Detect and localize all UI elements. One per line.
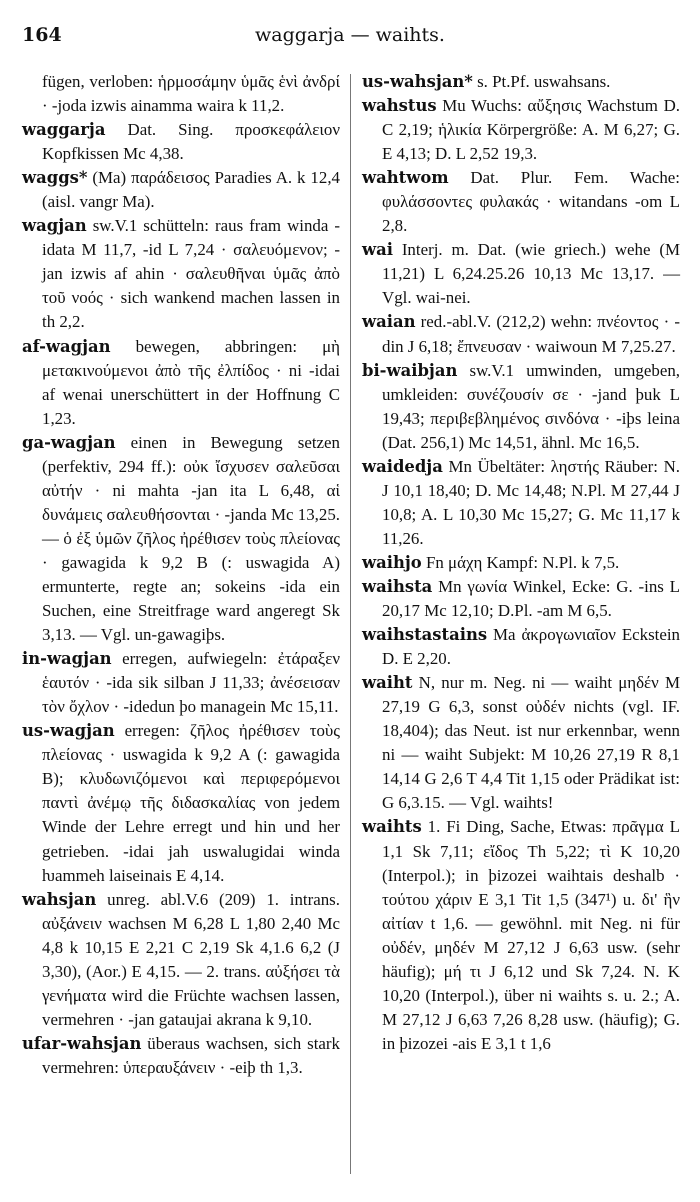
dictionary-entry	[22, 719, 340, 887]
entry-text: Dat. Plur. Fem. Wache: φυλάσσοντες φυλακάς · witandans -om L 2,8.	[382, 168, 680, 236]
entry-headword: wagjan	[22, 216, 87, 236]
entry-headword: waihsta	[362, 576, 433, 596]
entry-headword: wahsjan	[22, 889, 97, 909]
entry-headword: bi-waibjan	[362, 360, 458, 380]
running-head: waggarja — waihts.	[255, 24, 445, 46]
column-divider	[350, 74, 351, 1174]
dictionary-entry	[22, 214, 340, 334]
entry-text: sw.V.1 umwinden, umgeben, umkleiden: συνέζουσίν σε · -jand þuk L 19,43; περιβεβλημένος σινδόνα · -iþs leina (Dat. 256,1) Mc 14,51, ähnl. Mc 16,5.	[382, 360, 680, 452]
dictionary-entry	[362, 70, 680, 94]
entry-headword: ufar-wahsjan	[22, 1033, 142, 1053]
entry-text: fügen, verloben: ἡρμοσάμην ὑμᾶς ἑνὶ ἀνδρί · -joda izwis ainamma waira k 11,2.	[42, 72, 340, 116]
entry-text: sw.V.1 schütteln: raus fram winda -idata M 11,7, -id L 7,24 · σαλευόμενον; -jan izwis af ahin · σαλευθῆναι ὑμᾶς ἀπὸ τοῦ νοός · sich wankend machen lassen in th 2,2.	[42, 216, 340, 332]
entry-text: Ma ἀκρογωνιαῖον Eckstein D. E 2,20.	[382, 625, 680, 669]
entry-headword: waihstastains	[362, 625, 488, 645]
dictionary-entry	[362, 551, 680, 575]
dictionary-entry	[362, 815, 680, 1055]
dictionary-entry	[362, 166, 680, 238]
entry-headword: ga-wagjan	[22, 432, 116, 452]
entry-headword: waiht	[362, 673, 413, 693]
dictionary-entry	[22, 888, 340, 1032]
dictionary-entry	[22, 335, 340, 431]
entry-text: erregen, aufwiegeln: ἐτάραξεν ἑαυτόν · -ida sik silban J 11,33; ἀνέσεισαν τὸν ὄχλον · -idedun þo managein Mc 15,11.	[42, 649, 340, 717]
entry-headword: waihts	[362, 817, 422, 837]
entry-text: unreg. abl.V.6 (209) 1. intrans. αὐξάνειν wachsen M 6,28 L 1,80 2,40 Mc 4,8 k 10,15 E 2,21 C 2,19 Sk 4,1.6 6,2 (J 3,30), (Aor.) E 4,15. — 2. trans. αὐξήσει τὰ γενήματα wird die Früchte wachsen lassen, vermehren · -jan gataujai akrana k 9,10.	[42, 889, 340, 1029]
entry-text: Mn Übeltäter: ληστής Räuber: N. J 10,1 18,40; D. Mc 14,48; N.Pl. M 27,44 J 10,8; A. L 10,30 Mc 15,27; G. Mc 11,17 k 11,26.	[382, 456, 680, 548]
dictionary-entry	[22, 70, 340, 118]
dictionary-entry	[362, 623, 680, 671]
dictionary-entry	[362, 359, 680, 455]
entry-headword: wai	[362, 240, 393, 260]
entry-headword: in-wagjan	[22, 649, 112, 669]
page-number: 164	[22, 24, 62, 46]
entry-headword: us-wagjan	[22, 721, 115, 741]
dictionary-entry	[362, 455, 680, 551]
entry-text: erregen: ζῆλος ἠρέθισεν τοὺς πλείονας · uswagida k 9,2 A (: gawagida B); κλυδωνιζόμενοι καὶ περιφερόμενοι παντὶ ἀνέμῳ τῆς διδασκαλίας von jedem Winde der Lehre erregt und hin und her getrieben. -idai jah uswalugidai winda ƕammeh laiseinais E 4,14.	[42, 721, 340, 885]
entry-text: N, nur m. Neg. ni — waiht μηδέν M 27,19 G 6,3, sonst οὐδέν nichts (vgl. IF. 18,404); das Neut. ist nur erkennbar, wenn ni — waiht Subjekt: M 10,26 27,19 R 8,1 14,14 G 2,6 T 4,4 Tit 1,15 oder Prädikat ist: G 6,3.15. — Vgl. waihts!	[382, 673, 680, 813]
dictionary-entry	[22, 118, 340, 166]
entry-text: überaus wachsen, sich stark vermehren: ὑπεραυξάνειν · -eiþ th 1,3.	[42, 1033, 340, 1077]
entry-text: Interj. m. Dat. (wie griech.) wehe (M 11,21) L 6,24.25.26 10,13 Mc 13,17. — Vgl. wai-nei.	[382, 240, 680, 308]
entry-text: (Ma) παράδεισος Paradies A. k 12,4 (aisl. vangr Ma).	[42, 168, 340, 212]
entry-text: 1. Fi Ding, Sache, Etwas: πρᾶγμα L 1,1 Sk 7,11; εἴδος Th 5,22; τὶ K 10,20 (Interpol.); in þizozei waihtais deshalb · τούτου χάριν E 3,1 Tit 1,5 (347¹) u. δι' ἣν αἰτίαν t 1,6. — gewöhnl. mit Neg. ni für οὐδέν, μηδέν M 27,12 J 6,63 usw. (sehr häufig); μή τι J 6,12 und Sk 7,24. N. K 10,20 (Interpol.), über ni waihts s. u. 2.; A. M 27,12 J 6,63 7,26 8,28 usw. (häufig); G. in þizozei -ais E 3,1 t 1,6	[382, 817, 680, 1053]
dictionary-entry	[362, 575, 680, 623]
entry-text: s. Pt.Pf. uswahsans.	[477, 72, 611, 91]
entry-text: bewegen, abbringen: μὴ μετακινούμενοι ἀπὸ τῆς ἐλπίδος · ni -idai af wenai unerschüttert in der Hoffnung C 1,23.	[42, 336, 340, 428]
entry-headword: wahstus	[362, 96, 437, 116]
dictionary-entry	[362, 94, 680, 166]
entry-text: Mu Wuchs: αὔξησις Wachstum D. C 2,19; ἡλικία Körpergröße: A. M 6,27; G. E 4,13; D. L 2,52 19,3.	[382, 96, 680, 164]
dictionary-entry	[22, 1032, 340, 1080]
entry-headword: waggarja	[22, 120, 106, 140]
entry-headword: waihjo	[362, 552, 422, 572]
entry-headword: wahtwom	[362, 168, 449, 188]
entry-text: Dat. Sing. προσκεφάλειον Kopfkissen Mc 4,38.	[42, 120, 340, 164]
dictionary-entry	[362, 671, 680, 815]
page-header	[22, 18, 678, 48]
entry-text: Fn μάχη Kampf: N.Pl. k 7,5.	[425, 552, 620, 572]
dictionary-entry	[362, 238, 680, 310]
entry-text: red.-abl.V. (212,2) wehn: πνέοντος · -din J 6,18; ἔπνευσαν · waiwoun M 7,25.27.	[382, 312, 680, 356]
dictionary-entry	[22, 431, 340, 647]
dictionary-entry	[22, 647, 340, 719]
entry-headword: waian	[362, 312, 416, 332]
entry-headword: af-wagjan	[22, 336, 111, 356]
left-column	[22, 70, 340, 1202]
dictionary-entry	[22, 166, 340, 214]
entry-headword: waggs*	[22, 168, 88, 188]
entry-headword: us-wahsjan*	[362, 72, 473, 91]
entry-headword: waidedja	[362, 456, 443, 476]
entry-text: Mn γωνία Winkel, Ecke: G. -ins L 20,17 Mc 12,10; D.Pl. -am M 6,5.	[382, 576, 680, 621]
dictionary-entry	[362, 310, 680, 358]
entry-text: einen in Bewegung setzen (perfektiv, 294 ff.): οὐκ ἴσχυσεν σαλεῦσαι αὐτήν · ni mahta -jan ita L 6,48, αἱ δυνάμεις σαλευθήσονται · -janda Mc 13,25. — ὁ ἐξ ὑμῶν ζῆλος ἠρέθισεν τοὺς πλείονας · gawagida k 9,2 B (: uswagida A) ermunterte, regte an; sokeins -ida ein Suchen, eine Streitfrage ward angeregt Sk 3,13. — Vgl. un-gawagiþs.	[42, 432, 340, 645]
right-column	[362, 70, 680, 1202]
